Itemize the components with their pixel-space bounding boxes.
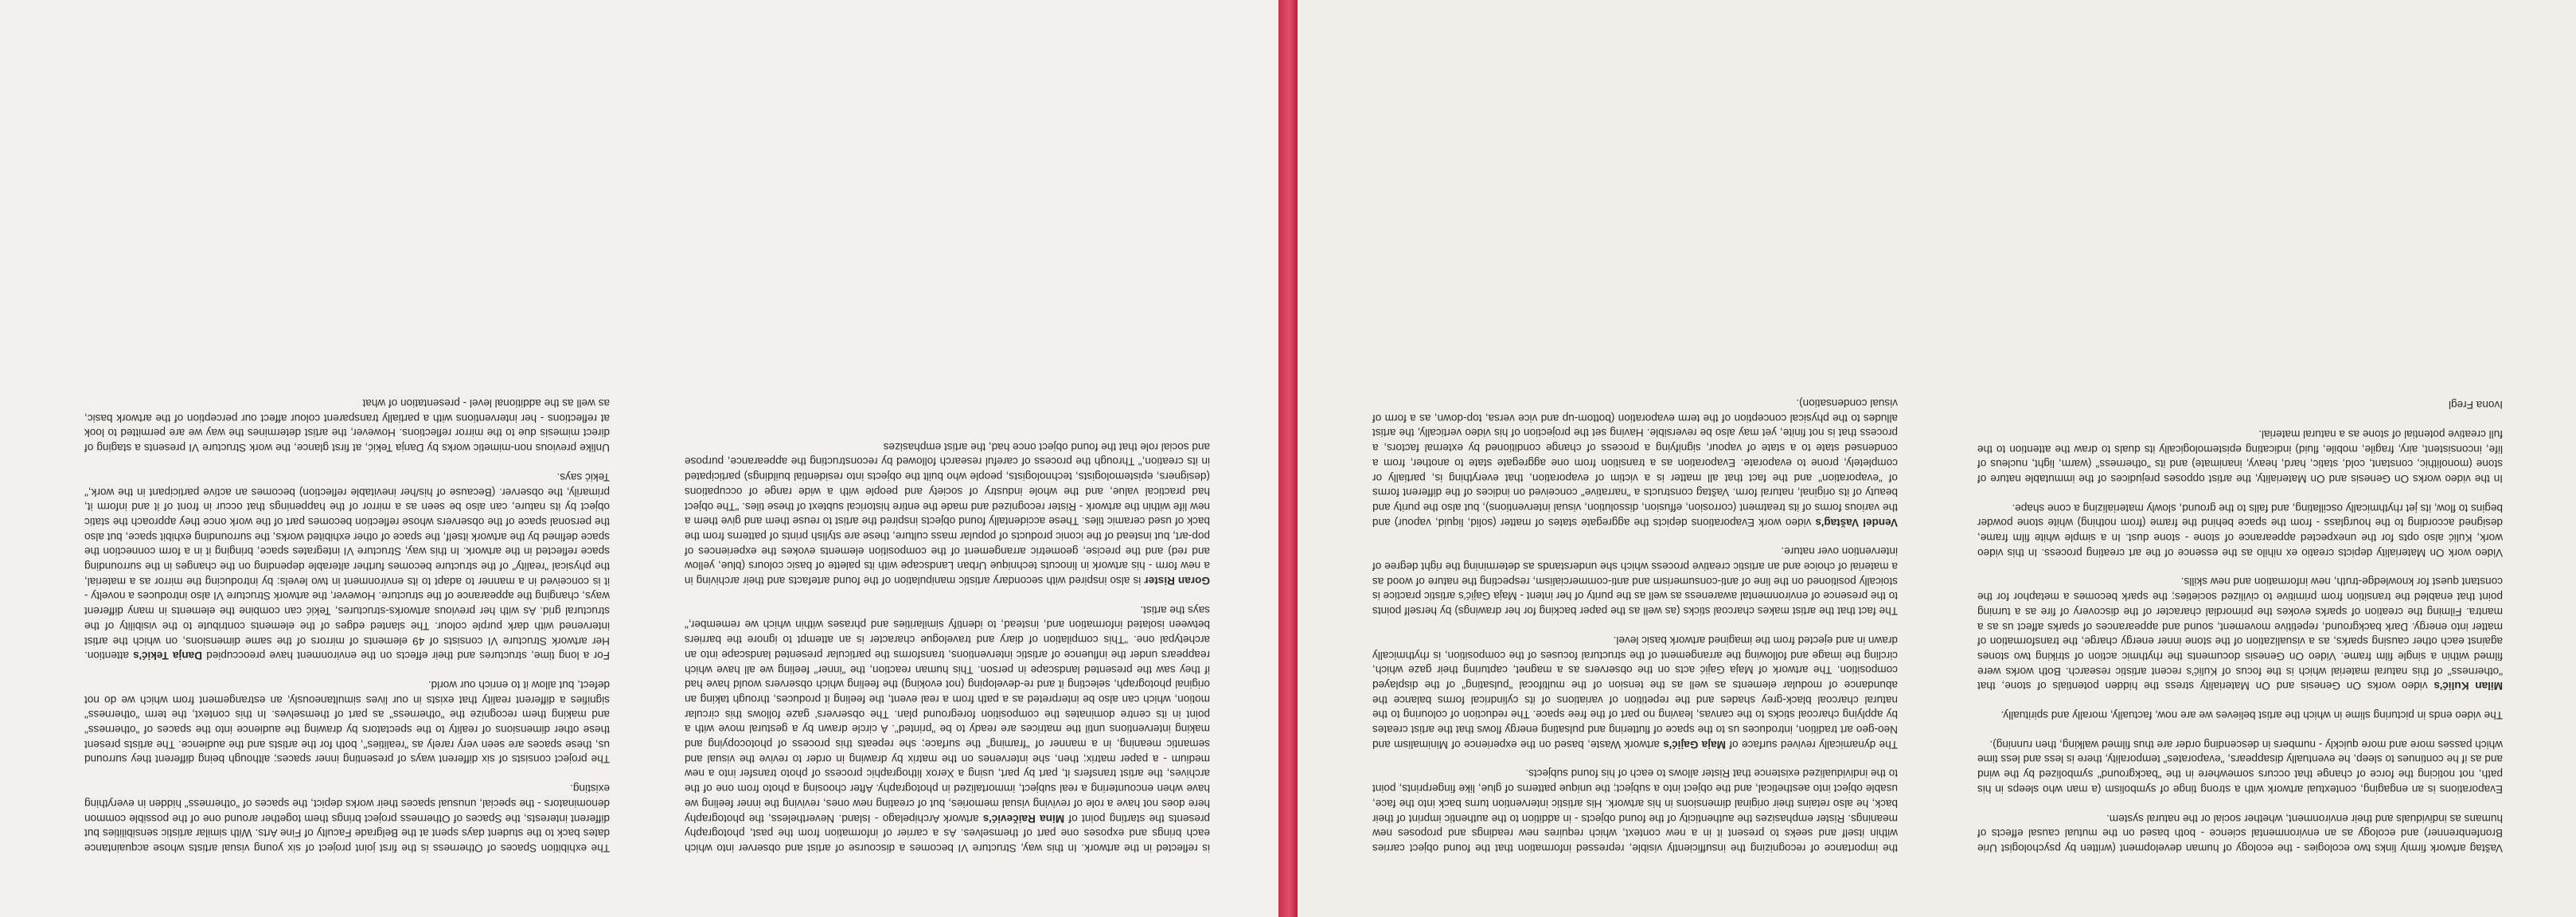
page-b [1298, 0, 2576, 917]
paragraph-lead: For a long time, structures and their effects on the environment have preoccupied [206, 650, 610, 662]
paragraph [685, 602, 1210, 855]
paragraph: The exhibition Spaces of Otherness is the first joint project of six young visual artists whose acquaintance dates back to the student days spent at the Belgrade Faculty of Fine Arts. With similar artistic sensibilities but different interests, the Spaces of Otherness project brings them together around one of the possible common denominators - the special, unusual spaces their works depict, the spaces of "otherness" hidden in everything existing. [84, 782, 610, 854]
paragraph-body: video works On Genesis and On Materiality stress the hidden potentials of stone, that "otherness" of this natural material which is the focus of Kulić's recent artistic research. Both works were filmed within a single film frame. Video On Genesis documents the rhythmic action of striking two stones against each other causing sparks, as a visualization of the stone inner energy charge, the transformation of matter into energy. Dark background, repetitive movement, sound and appearances of sparks affect us as a mantra. Filming the creation of sparks evokes the primordial character of the discovery of fire as a turning point that enabled the transition from primitive to civilized societies; the spark becomes a metaphor for the constant quest for knowledge-truth, new information and new skills. [1977, 576, 2503, 693]
page-b-column-1 [1372, 380, 1898, 855]
page-a-column-1 [84, 380, 610, 855]
artist-name: Danja Tekić's [133, 650, 202, 662]
artist-name: Maja Gajić's [1663, 738, 1726, 751]
paragraph: The fact that the artist makes charcoal sticks (as well as the paper backing for her drawings) by herself points to the presence of environmental awareness as well as the purity of her intent - Maja Gajić's artistic practice is stoically positioned on the line of anti-consumerism and anti-commercialism, respecting the nature of wood as a material of choice and an artistic creative process which she understands as determining the right degree of intervention over nature. [1372, 545, 1898, 618]
paragraph: the importance of recognizing the insufficiently visible, repressed information that the found object carries within itself and seeks to present it in a new context, which requires new readings and proposes new meanings. Rister emphasizes the authenticity of the found objects - in addition to the authentic imprint of their back, he also retains their original dimensions in his artwork. His artistic intervention turns back into the face, usable object into aesthetical, and the object into a subject; the unique patterns of glue, like fingerprints, point to the individualized existence that Rister allows to each of his found subjects. [1372, 767, 1898, 854]
page-a-column-2 [685, 424, 1210, 855]
author-signature: Ivona Fregl [2448, 399, 2503, 412]
paragraph [84, 469, 610, 662]
paragraph: Unlike previous non-mimetic works by Danja Tekić, at first glance, the work Structure VI presents a staging of direct mimesis due to the mirror reflections. However, the artist determines the way we are permitted to look at reflections - her interventions with a partially transparent colour affect our perception of the artwork basic, as well as the additional level - presentation of what [84, 397, 610, 455]
artist-name: Milan Kulić's [2434, 680, 2503, 693]
artist-name: Vendel Vaštag's [1815, 516, 1898, 529]
page-b-column-2 [1977, 382, 2503, 855]
paragraph-lead: is reflected in the artwork. In this way, Structure VI becomes a discourse of artist and observer into which each brings and exposes one part of themselves. As a carrier of information from the past, photography presents the starting point of [685, 812, 1210, 854]
paragraph: Vaštag artwork firmly links two ecologies - the ecology of human development (written by psychologist Urie Bronfenbrenner) and ecology as an environmental science - both based on the mutual causal effects of humans as individuals and their environment, whether social or the natural system. [1977, 812, 2503, 854]
paragraph-body: video work Evaporations depicts the aggregate states of matter (solid, liquid, vapour) and the various forms of its treatment (corrosion, effusion, dissolution, visual interventions), but also the purity and beauty of its original, natural form. Vaštag constructs a "narrative" conceived on indices of the different forms of "evaporation" and the fact that all matter is a victim of evaporation, that everything is, partially or completely, prone to evaporate. Evaporation as a transition from one aggregate state to another, from a condensed state to a state of vapour, signifying a process of change conditioned by external factors, a process that is not finite, yet may also be reversible. Having set the projection of his video vertically, the artist alludes to the physical conception of the term evaporation (bottom-up and vice versa, top-down, as a form of visual condensation). [1372, 397, 1898, 529]
paragraph [685, 439, 1210, 587]
paragraph-body: artwork Archipelago - Island. Nevertheless, the photography here does not have a role of reviving visual memories, but of creating new ones, reviving the inner feeling we have when encountering a real subject, immortalized in photography. After choosing a photo from one of the archives, the artist transfers it, part by part, using a Xerox lithographic process of photo transfer into a new medium - a paper matrix; then, she intervenes on the matrix by drawing in order to revive the visual and semantic meaning, in a manner of "framing" the surface; she repeats this process of photocopying and making interventions until the matrices are ready to be "printed". A circle drawn by a gestural move with a point in its centre dominates the composition foreground plan. The observers' gaze follows this circular motion, which can also be interpreted as a path from a real event, the feeling it produces, through taking an original photograph, selecting it and re-developing (not evoking) the feeling which observers would have had if they saw the presented landscape in person. This human reaction, the "inner" feeling we all have which reappears under the influence of artistic interventions, transforms the particular presented landscape into an archetypal one. "This compilation of diary and travelogue character is an attempt to ignore the barriers between isolated information and, instead, to identify similarities and phrases within which we remember," says the artist. [684, 603, 1210, 825]
paragraph-body: is also inspired with secondary artistic manipulation of the found artefacts and their archiving in a new form - his artwork in linocuts technique Urban Landscape with its palette of basic colours (blue, yellow and red) and the precise, geometric arrangement of the composition elements evokes the experiences of pop-art, but instead of the iconic products of popular mass culture, these are stylish prints of patterns from the back of used ceramic tiles. These accidentally found objects inspired the artist to reuse them and give them a new life within the artwork - Rister recognized and made the entire historical subtext of these tiles. "The object had practical value, and the whole industry of society and people with a wide range of occupations (designers, epistemologists, technologists, people who built the objects into residential buildings) participated in its creation," Through the process of careful research followed by reconstructing the appearance, purpose and social role that the found object once had, the artist emphasizes [684, 440, 1210, 587]
paragraph-lead: The dynamically revived surface of [1725, 738, 1898, 751]
paragraph: Video work On Materiality depicts creatio ex nihilo as the essence of the art creating process. In this video work, Kulić also opts for the unexpected appearance of stone - stone dust. In a simple white film frame, designed according to the hourglass - from the space behind the frame (from nothing) white stone powder begins to flow, its jet rhythmically oscillating, and falls to the ground, slowly materializing a cone shape. [1977, 501, 2503, 559]
paragraph: The project consists of six different ways of presenting inner spaces; although being different they surround us, these spaces are seen very rarely as "realities", both for the artists and the audience. The artists present these other dimensions of reality to the spectators by drawing the audience into the spaces of "otherness" and making them recognize the "otherness" as part of themselves. In this context, the term "otherness" signifies a different reality that exists in our lives simultaneously, an estrangement from which we do not defect, but allow it to enrich our world. [84, 678, 610, 766]
book-spine [1278, 0, 1298, 917]
paragraph [1977, 574, 2503, 693]
paragraph: Evaporations is an engaging, contextual artwork with a strong tinge of symbolism (a man who sleeps in his path, not noticing the force of change that occurs somewhere in the "background" symbolized by the wind and as if he continues to sleep, he eventually disappears, "evaporates" temporality, there is less and less time which passes more and more quickly - numbers in descending order are thus filmed walking, then running). [1977, 738, 2503, 795]
paragraph-body: artwork Waste, based on the experience of Minimalism and Neo-geo art tradition, introduces us to the space of fluttering and pulsating energy flows that the artist creates by applying charcoal sticks to the canvas, leaving no part of the free space. The reduction of colouring to the natural charcoal black-grey shades and the repetition of variations of its cylindrical forms balance the abundance of modular elements as well as the tension of the multifocal "pulsating" of the displayed composition. The artwork of Maja Gajić acts on the observers as a magnet, capturing their gaze which, circling the image and following the arrangement of the structural focuses of the composition, is rhythmically drawn in and ejected from the imagined artwork basic level. [1372, 634, 1898, 751]
page-a [0, 0, 1278, 917]
paragraph: The video ends in picturing slime in which the artist believes we are now, factually, morally and spiritually. [2000, 709, 2503, 722]
artist-name: Mina Raičević's [982, 812, 1065, 825]
paragraph [1372, 632, 1898, 751]
paragraph-body: attention. Her artwork Structure VI consists of 49 elements of mirrors of the same dimensions, on which the artist intervened with dark purple colour. The slanted edges of the elements contribute to the visibility of the structural grid. As with her previous artworks-structures, Tekić can combine the elements in many different ways, changing the appearance of the structure. However, the artwork Structure VI also introduces a novelty - it is conceived in a manner to adapt to its environment in two levels: by introducing the mirror as a material, the physical "reality" of the structure becomes further alterable depending on the changes in the surrounding space reflected in the artwork. In this way, Structure VI integrates space, bringing it in a form connection the space defined by the artwork itself, the space of other exhibited works, the surrounding exhibit space, but also the personal space of the observers whose reflection becomes part of the work once they approach the static object by its nature, can also be seen as a mirror of the happenings that occur in front of it and inform it, primarily, the observer. (Because of his/her inevitable reflection) becomes an active participant in the work," Tekić says. [84, 470, 610, 662]
artist-name: Goran Rister [1144, 575, 1210, 587]
paragraph: In the video works On Genesis and On Materiality, the artist opposes prejudices of the immutable nature of stone (monolithic, constant, cold, static, hard, heavy, inanimate) and its "otherness" (warm, light, nucleus of life, inconsistent, airy, fragile, mobile, fluid) indicating epistemologically its duals to draw the attention to the full creative potential of stone as a natural material. [1977, 427, 2503, 485]
paragraph [1372, 395, 1898, 529]
